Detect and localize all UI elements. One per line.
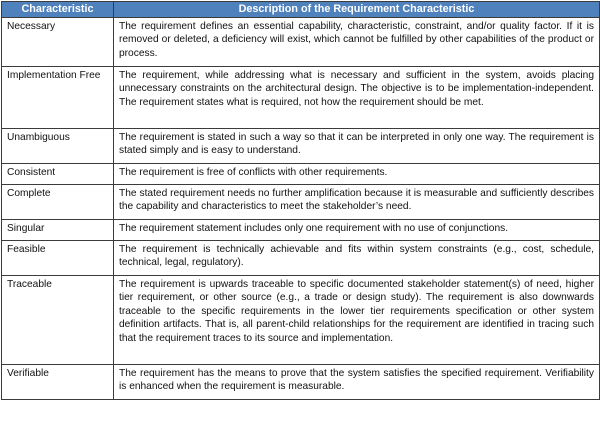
characteristic-cell: Implementation Free: [2, 67, 114, 129]
header-characteristic: Characteristic: [2, 2, 114, 18]
description-cell: The requirement has the means to prove that the system satisfies the specified requirement. Verifiability is enhanced when the requirement is measurable.: [114, 365, 600, 400]
description-cell: The requirement statement includes only one requirement with no use of conjunctions.: [114, 220, 600, 241]
description-cell: The requirement defines an essential capability, characteristic, constraint, and/or quality factor. If it is removed or deleted, a deficiency will exist, which cannot be fulfilled by other capabilities of the product or process.: [114, 18, 600, 67]
table-row: [2, 67, 600, 129]
table-header: [2, 2, 600, 18]
description-cell: The stated requirement needs no further amplification because it is measurable and sufficiently describes the capability and characteristics to meet the stakeholder’s need.: [114, 185, 600, 220]
table-row: [2, 241, 600, 276]
characteristic-cell: Complete: [2, 185, 114, 220]
table-row: [2, 220, 600, 241]
description-cell: The requirement is upwards traceable to specific documented stakeholder statement(s) of need, higher tier requirement, or other source (e.g., a trade or design study). The requirement is also downwards traceable to the specific requirements in the lower tier requirements specification or other system definition artifacts. That is, all parent-child relationships for the requirement are identified in tracing such that the requirement traces to its source and implementation.: [114, 276, 600, 365]
characteristic-cell: Unambiguous: [2, 129, 114, 164]
requirements-table: [1, 1, 600, 400]
description-cell: The requirement is free of conflicts with other requirements.: [114, 164, 600, 185]
table-row: [2, 164, 600, 185]
table-row: [2, 276, 600, 365]
table-row: [2, 185, 600, 220]
characteristic-cell: Singular: [2, 220, 114, 241]
description-cell: The requirement is technically achievable and fits within system constraints (e.g., cost, schedule, technical, legal, regulatory).: [114, 241, 600, 276]
table-row: [2, 18, 600, 67]
characteristic-cell: Necessary: [2, 18, 114, 67]
header-description: Description of the Requirement Characteristic: [114, 2, 600, 18]
table-row: [2, 129, 600, 164]
characteristic-cell: Consistent: [2, 164, 114, 185]
description-cell: The requirement, while addressing what is necessary and sufficient in the system, avoids placing unnecessary constraints on the architectural design. The objective is to be implementation-independent. The requirement states what is required, not how the requirement should be met.: [114, 67, 600, 129]
header-row: [2, 2, 600, 18]
description-cell: The requirement is stated in such a way so that it can be interpreted in only one way. The requirement is stated simply and is easy to understand.: [114, 129, 600, 164]
characteristic-cell: Verifiable: [2, 365, 114, 400]
table-row: [2, 365, 600, 400]
table-body: [2, 18, 600, 400]
characteristic-cell: Feasible: [2, 241, 114, 276]
characteristic-cell: Traceable: [2, 276, 114, 365]
